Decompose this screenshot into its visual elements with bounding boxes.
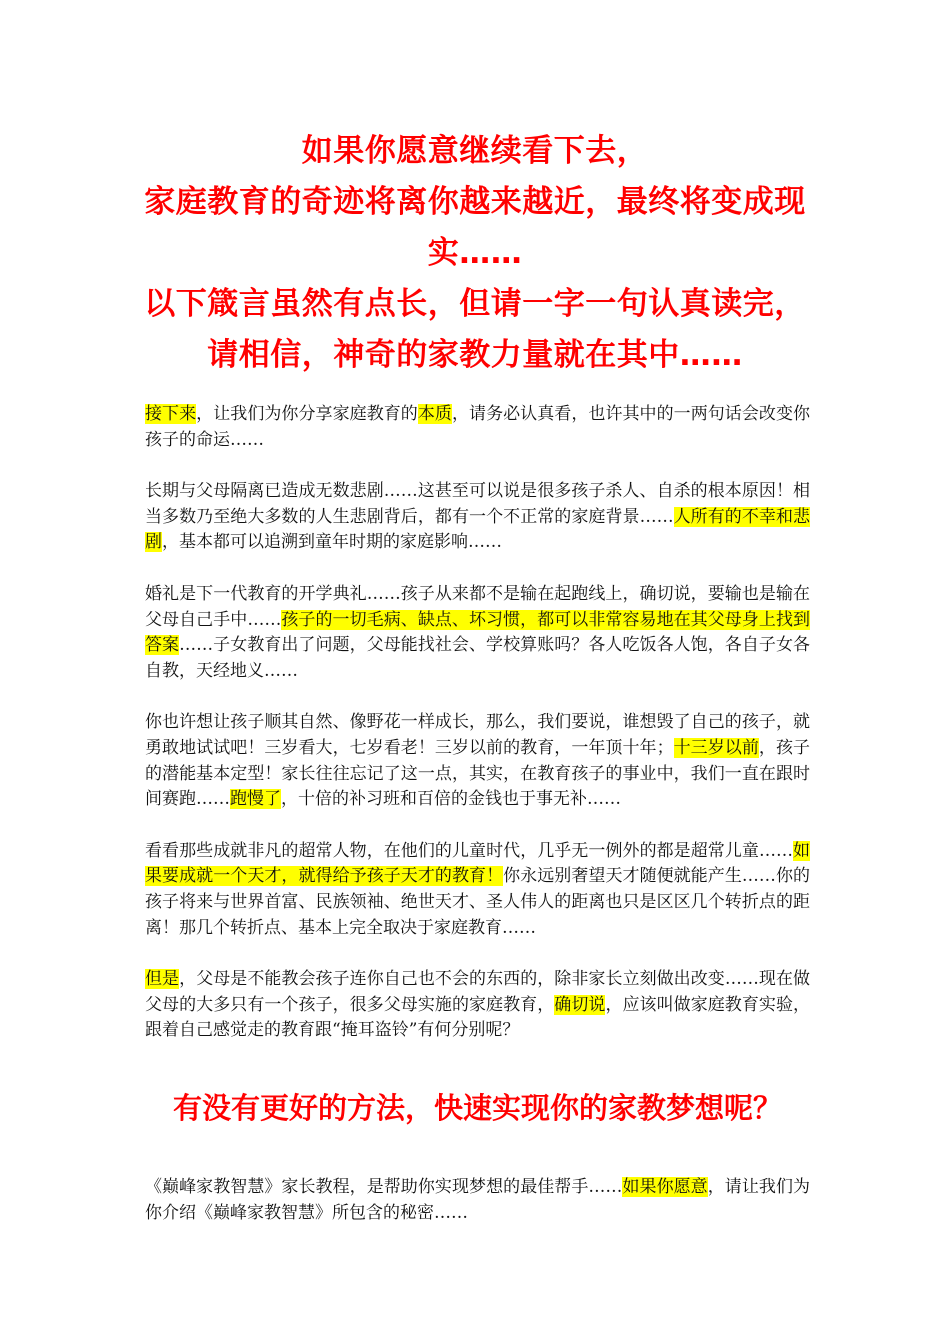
body-text <box>145 402 810 1070</box>
highlight: 本质 <box>417 404 452 424</box>
highlight: 十三岁以前 <box>673 737 759 758</box>
highlight: 确切说 <box>554 994 606 1015</box>
headline-line-3: 实…… <box>427 235 523 271</box>
paragraph-intro <box>145 402 810 453</box>
text-run: ，基本都可以追溯到童年时期的家庭影响…… <box>162 532 502 553</box>
headline-line-5: 请相信，神奇的家教力量就在其中…… <box>207 337 743 373</box>
text-run: 你永远别奢望天才随便就能产生……你的孩子将来与世界首富、民族领袖、绝世天才、圣人伟人的距离也只是区区几个转折点的距离！那几个转折点、基本上完全取决于家庭教育…… <box>145 866 811 938</box>
highlight: 但是 <box>145 969 180 990</box>
headline-block <box>120 126 830 381</box>
text-run: ，让我们为你分享家庭教育的 <box>196 404 418 424</box>
text-run: ……子女教育出了问题，父母能找社会、学校算账吗？各人吃饭各人饱，各自子女各自教，天经地义…… <box>145 635 810 681</box>
paragraph-product <box>145 1175 810 1226</box>
text-run: 长期与父母隔离已造成无数悲剧……这甚至可以说是很多孩子杀人、自杀的根本原因！相当多数乃至绝大多数的人生悲剧背后，都有一个不正常的家庭背景…… <box>145 481 810 527</box>
text-run: ，十倍的补习班和百倍的金钱也于事无补…… <box>281 789 621 810</box>
highlight: 跑慢了 <box>230 789 281 810</box>
highlight: 孩子的一切毛病、缺点、坏习惯，都可以非常容易地在其父母身上找到答案 <box>145 609 811 656</box>
text-run: 婚礼是下一代教育的开学典礼……孩子从来都不是输在起跑线上，确切说，要输也是输在父母自己手中…… <box>145 583 810 630</box>
text-run: ，孩子的潜能基本定型！家长往往忘记了这一点，其实，在教育孩子的事业中，我们一直在跟时间赛跑…… <box>145 737 811 810</box>
paragraph-growth <box>145 710 810 812</box>
text-run: 看看那些成就非凡的超常人物，在他们的儿童时代，几乎无一例外的都是超常儿童…… <box>145 840 793 861</box>
headline-line-4: 以下箴言虽然有点长，但请一字一句认真读完， <box>144 286 806 322</box>
text-run: ，请让我们为你介绍《巅峰家教智慧》所包含的秘密…… <box>145 1177 811 1223</box>
text-run: 《巅峰家教智慧》家长教程，是帮助你实现梦想的最佳帮手…… <box>145 1177 623 1197</box>
highlight: 人所有的不幸和悲剧 <box>145 506 811 553</box>
text-run: 你也许想让孩子顺其自然、像野花一样成长，那么，我们要说，谁想毁了自己的孩子，就勇敢地试试吧！三岁看大，七岁看老！三岁以前的教育，一年顶十年； <box>145 712 810 758</box>
text-run: ，应该叫做家庭教育实验，跟着自己感觉走的教育跟“掩耳盗铃”有何分别呢？ <box>145 994 811 1041</box>
paragraph-however <box>145 967 810 1044</box>
highlight: 如果要成就一个天才，就得给予孩子天才的教育！ <box>145 840 811 887</box>
paragraph-genius <box>145 839 810 941</box>
text-run: ，父母是不能教会孩子连你自己也不会的东西的，除非家长立刻做出改变……现在做父母的大多只有一个孩子，很多父母实施的家庭教育， <box>145 969 810 1015</box>
headline-line-2: 家庭教育的奇迹将离你越来越近，最终将变成现 <box>144 184 806 220</box>
highlight: 如果你愿意 <box>622 1177 708 1197</box>
highlight: 接下来 <box>145 404 197 424</box>
paragraph-wedding <box>145 582 810 684</box>
headline-line-1: 如果你愿意继续看下去， <box>301 133 649 169</box>
section-heading: 有没有更好的方法，快速实现你的家教梦想呢？ <box>172 1091 782 1125</box>
paragraph-separation <box>145 479 810 556</box>
text-run: ，请务必认真看，也许其中的一两句话会改变你孩子的命运…… <box>145 404 811 450</box>
